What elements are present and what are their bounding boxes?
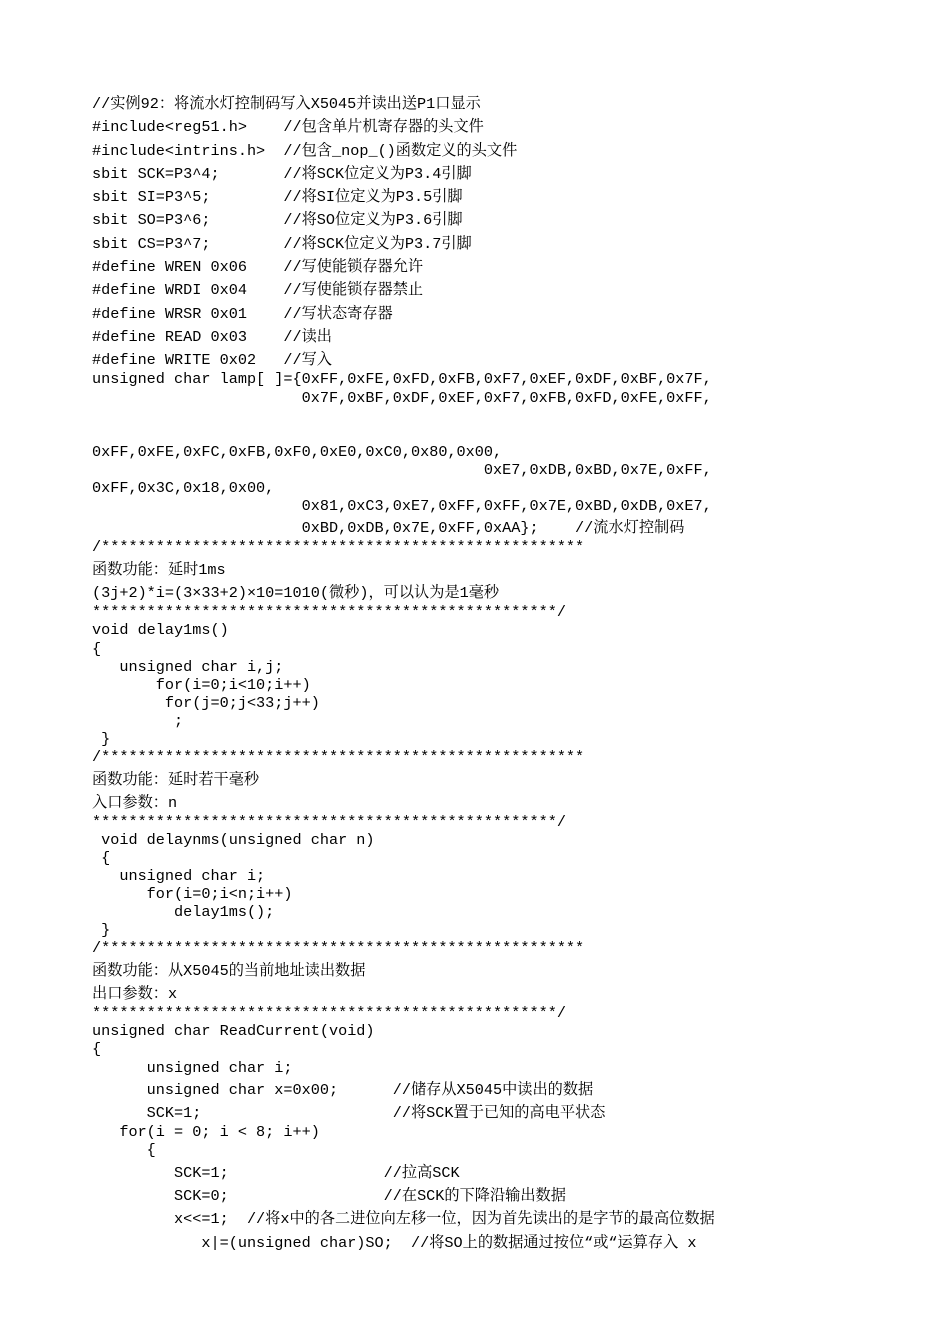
code-line: sbit SI=P3^5; //将SI位定义为P3.5引脚 [92,188,463,206]
code-line: 0x81,0xC3,0xE7,0xFF,0xFF,0x7E,0xBD,0xDB,0xE7, [92,497,712,515]
comment-divider: ***************************************************/ [92,603,566,621]
code-line: { [92,640,102,658]
code-line: ; [92,712,184,730]
code-line: SCK=0; //在SCK的下降沿输出数据 [92,1187,566,1205]
code-line: delay1ms(); [92,903,275,921]
code-line: #define WRDI 0x04 //写使能锁存器禁止 [92,281,424,299]
code-line: (3j+2)*i=(3×33+2)×10=1010(微秒)，可以认为是1毫秒 [92,584,500,602]
code-line: sbit SO=P3^6; //将SO位定义为P3.6引脚 [92,211,463,229]
code-line: unsigned char i; [92,1059,293,1077]
code-line: for(i=0;i<10;i++) [92,676,311,694]
comment-divider: ***************************************************/ [92,813,566,831]
code-line: SCK=1; //拉高SCK [92,1164,460,1182]
code-line: 0xFF,0xFE,0xFC,0xFB,0xF0,0xE0,0xC0,0x80,0x00, [92,443,503,461]
code-line: void delaynms(unsigned char n) [92,831,375,849]
code-line: unsigned char x=0x00; //储存从X5045中读出的数据 [92,1081,594,1099]
code-line: unsigned char i; [92,867,266,885]
code-line: x|=(unsigned char)SO; //将SO上的数据通过按位“或“运算存入 x [92,1234,697,1252]
code-line: for(i=0;i<n;i++) [92,885,293,903]
code-line: unsigned char lamp[ ]={0xFF,0xFE,0xFD,0xFB,0xF7,0xEF,0xDF,0xBF,0x7F, [92,370,712,388]
code-line: 0xFF,0x3C,0x18,0x00, [92,479,275,497]
code-line: #include<reg51.h> //包含单片机寄存器的头文件 [92,118,484,136]
code-line: 入口参数：n [92,794,178,812]
code-line: sbit SCK=P3^4; //将SCK位定义为P3.4引脚 [92,165,472,183]
code-line: 0x7F,0xBF,0xDF,0xEF,0xF7,0xFB,0xFD,0xFE,0xFF, [92,389,712,407]
code-line: } [92,921,111,939]
code-line: 出口参数：x [92,985,178,1003]
code-line: 函数功能：延时若干毫秒 [92,771,260,789]
code-line: sbit CS=P3^7; //将SCK位定义为P3.7引脚 [92,235,472,253]
code-line: } [92,730,111,748]
comment-divider: /***************************************************** [92,939,585,957]
code-line: { [92,1141,156,1159]
code-line: for(i = 0; i < 8; i++) [92,1123,320,1141]
code-line: { [92,1040,102,1058]
code-line: #define WREN 0x06 //写使能锁存器允许 [92,258,424,276]
code-line: unsigned char i,j; [92,658,284,676]
code-line: #define WRITE 0x02 //写入 [92,351,332,369]
code-line: { [92,849,111,867]
code-line: SCK=1; //将SCK置于已知的高电平状态 [92,1104,606,1122]
comment-divider: /***************************************************** [92,538,585,556]
comment-divider: ***************************************************/ [92,1004,566,1022]
code-line: unsigned char ReadCurrent(void) [92,1022,375,1040]
code-line: #define READ 0x03 //读出 [92,328,332,346]
code-line: 函数功能：延时1ms [92,561,226,579]
code-line: 函数功能：从X5045的当前地址读出数据 [92,962,366,980]
code-line: 0xE7,0xDB,0xBD,0x7E,0xFF, [92,461,712,479]
document-title: //实例92：将流水灯控制码写入X5045并读出送P1口显示 [92,95,481,113]
code-line: for(j=0;j<33;j++) [92,694,320,712]
code-line: #include<intrins.h> //包含_nop_()函数定义的头文件 [92,142,518,160]
code-line: void delay1ms() [92,621,229,639]
code-line: #define WRSR 0x01 //写状态寄存器 [92,305,393,323]
code-line: 0xBD,0xDB,0x7E,0xFF,0xAA}; //流水灯控制码 [92,519,685,537]
code-line: x<<=1; //将x中的各二进位向左移一位，因为首先读出的是字节的最高位数据 [92,1210,715,1228]
comment-divider: /***************************************************** [92,748,585,766]
